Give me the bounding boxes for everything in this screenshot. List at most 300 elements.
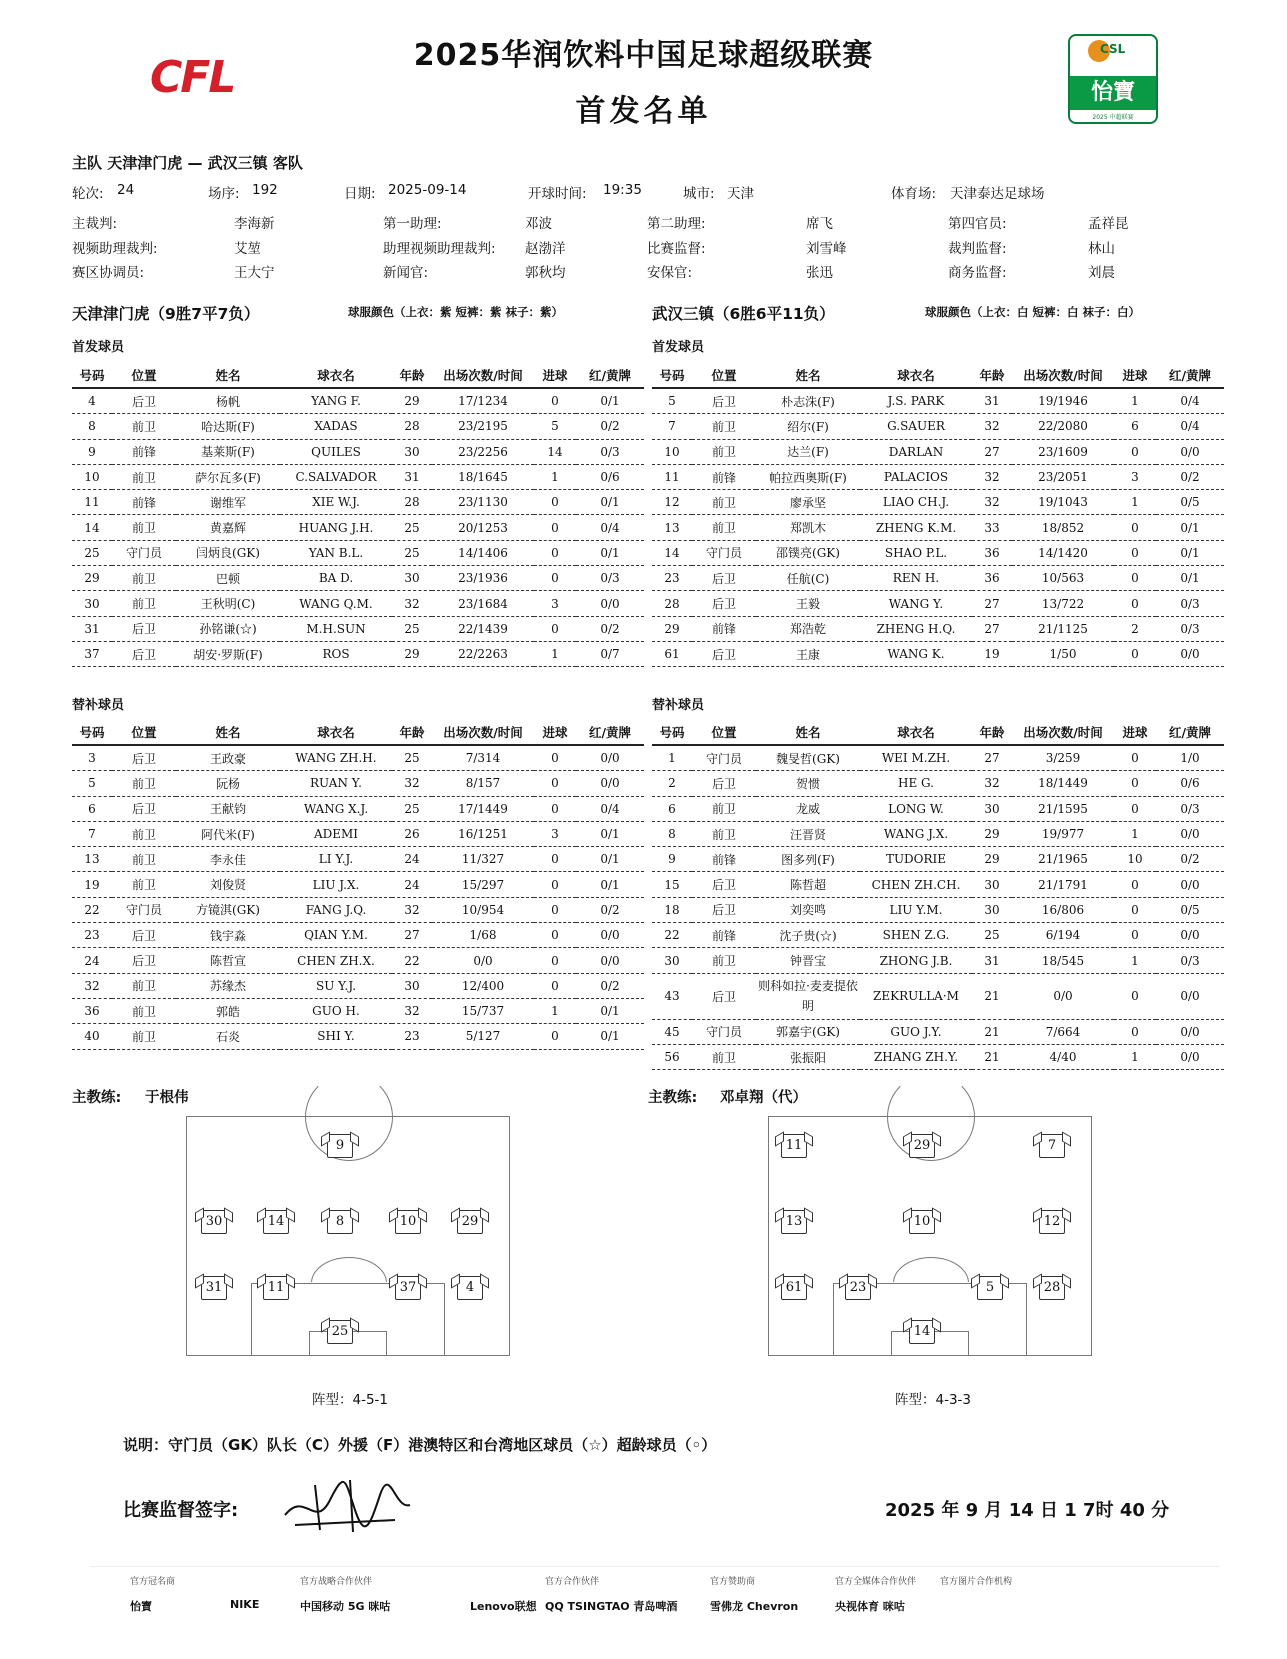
cell-goals: 1 (1114, 821, 1156, 846)
cell-age: 30 (392, 566, 432, 591)
table-row (72, 515, 644, 540)
cell-position: 后卫 (112, 745, 176, 771)
cell-name: 汪晋贤 (756, 821, 860, 846)
cell-shirt-name: LI Y.J. (280, 847, 392, 872)
cell-name: 哈达斯(F) (176, 414, 280, 439)
cell-position: 守门员 (692, 540, 756, 565)
table-row (652, 515, 1224, 540)
cell-age: 30 (392, 439, 432, 464)
away-coach-label: 主教练: (648, 1090, 698, 1106)
cell-cards: 0/0 (1156, 439, 1224, 464)
official-label: 安保官: (647, 265, 693, 281)
sponsor-caption: 官方冠名商 (130, 1577, 176, 1587)
official-name: 郭秋均 (525, 265, 566, 281)
cell-number: 29 (652, 616, 692, 641)
jersey-icon: 23 (845, 1276, 871, 1300)
column-header-shirt-name: 球衣名 (280, 720, 392, 745)
jersey-icon: 11 (263, 1276, 289, 1300)
cell-position: 前锋 (692, 464, 756, 489)
cell-number: 6 (72, 796, 112, 821)
official-name: 赵渤洋 (525, 241, 566, 257)
cell-position: 前卫 (112, 566, 176, 591)
cell-shirt-name: SHAO P.L. (860, 540, 972, 565)
cell-age: 25 (392, 616, 432, 641)
official-label: 第二助理: (647, 216, 706, 232)
column-header-number: 号码 (72, 720, 112, 745)
cell-name: 王康 (756, 641, 860, 666)
jersey-icon: 13 (781, 1210, 807, 1234)
cell-number: 22 (72, 897, 112, 922)
cell-position: 前卫 (692, 1044, 756, 1069)
cell-position: 前卫 (112, 847, 176, 872)
cell-position: 前卫 (112, 414, 176, 439)
cell-apps: 11/327 (432, 847, 534, 872)
cell-age: 27 (972, 745, 1012, 771)
cell-cards: 0/4 (576, 515, 644, 540)
cell-age: 31 (972, 948, 1012, 973)
cell-age: 29 (392, 388, 432, 414)
cell-position: 后卫 (112, 923, 176, 948)
sponsor-logo: 中国移动 5G 咪咕 (300, 1600, 391, 1613)
table-row (652, 1019, 1224, 1044)
cell-cards: 0/0 (576, 948, 644, 973)
cell-apps: 19/1946 (1012, 388, 1114, 414)
cell-apps: 14/1406 (432, 540, 534, 565)
cell-name: 刘奕鸣 (756, 897, 860, 922)
table-row (652, 464, 1224, 489)
cell-name: 贺惯 (756, 771, 860, 796)
cell-shirt-name: WANG J.X. (860, 821, 972, 846)
column-header-apps: 出场次数/时间 (432, 720, 534, 745)
cell-age: 32 (972, 490, 1012, 515)
cell-age: 27 (972, 591, 1012, 616)
official-name: 孟祥昆 (1088, 216, 1129, 232)
cell-goals: 0 (534, 771, 576, 796)
cell-shirt-name: ZHENG K.M. (860, 515, 972, 540)
kickoff-value: 19:35 (603, 182, 642, 198)
cell-name: 李永佳 (176, 847, 280, 872)
seq-label: 场序: (208, 186, 240, 202)
jersey-icon: 5 (977, 1276, 1003, 1300)
cell-number: 9 (72, 439, 112, 464)
jersey-icon: 29 (909, 1134, 935, 1158)
cell-position: 后卫 (112, 616, 176, 641)
cell-age: 32 (392, 998, 432, 1023)
column-header-shirt-name: 球衣名 (860, 720, 972, 745)
jersey-icon: 10 (395, 1210, 421, 1234)
cell-name: 基莱斯(F) (176, 439, 280, 464)
home-subs-table (72, 720, 644, 1050)
cell-age: 30 (972, 796, 1012, 821)
column-header-name: 姓名 (176, 363, 280, 388)
cell-age: 22 (392, 948, 432, 973)
cell-age: 21 (972, 1019, 1012, 1044)
away-subs-table (652, 720, 1224, 1070)
cell-shirt-name: WANG X.J. (280, 796, 392, 821)
cell-name: 郑浩乾 (756, 616, 860, 641)
cell-goals: 0 (1114, 872, 1156, 897)
table-row (72, 464, 644, 489)
official-label: 第一助理: (383, 216, 442, 232)
cell-apps: 23/2256 (432, 439, 534, 464)
cell-position: 守门员 (112, 540, 176, 565)
jersey-icon: 12 (1039, 1210, 1065, 1234)
cell-apps: 22/2080 (1012, 414, 1114, 439)
cell-number: 31 (72, 616, 112, 641)
cell-number: 61 (652, 641, 692, 666)
home-subs-label: 替补球员 (72, 698, 125, 713)
table-row (72, 616, 644, 641)
cell-age: 21 (972, 1044, 1012, 1069)
cell-shirt-name: GUO J.Y. (860, 1019, 972, 1044)
cell-shirt-name: CHEN ZH.X. (280, 948, 392, 973)
cell-number: 22 (652, 923, 692, 948)
cell-age: 27 (972, 616, 1012, 641)
cell-goals: 0 (534, 1024, 576, 1049)
cell-goals: 1 (534, 998, 576, 1023)
home-formation: 阵型：4-5-1 (312, 1392, 389, 1408)
jersey-icon: 25 (327, 1320, 353, 1344)
signature-label: 比赛监督签字: (123, 1500, 239, 1521)
cell-name: 钱宇淼 (176, 923, 280, 948)
column-header-apps: 出场次数/时间 (1012, 363, 1114, 388)
jersey-icon: 10 (909, 1210, 935, 1234)
cell-goals: 14 (534, 439, 576, 464)
cell-age: 36 (972, 540, 1012, 565)
cell-shirt-name: TUDORIE (860, 847, 972, 872)
table-row (72, 414, 644, 439)
cell-shirt-name: ZHENG H.Q. (860, 616, 972, 641)
cell-name: 阿代米(F) (176, 821, 280, 846)
cell-name: 陈哲超 (756, 872, 860, 897)
cell-number: 8 (652, 821, 692, 846)
cell-position: 前卫 (112, 1024, 176, 1049)
table-row (652, 973, 1224, 1019)
home-kit: 球服颜色（上衣：紫 短裤：紫 袜子：紫） (348, 305, 564, 319)
cell-number: 28 (652, 591, 692, 616)
cell-apps: 16/806 (1012, 897, 1114, 922)
official-name: 李海新 (234, 216, 275, 232)
official-label: 裁判监督: (948, 241, 1007, 257)
jersey-icon: 30 (201, 1210, 227, 1234)
cell-goals: 10 (1114, 847, 1156, 872)
cell-cards: 0/1 (1156, 515, 1224, 540)
table-row (652, 616, 1224, 641)
cell-shirt-name: GUO H. (280, 998, 392, 1023)
cell-name: 钟晋宝 (756, 948, 860, 973)
column-header-age: 年龄 (972, 363, 1012, 388)
cell-age: 27 (392, 923, 432, 948)
column-header-goals: 进球 (534, 720, 576, 745)
cell-age: 25 (392, 540, 432, 565)
cell-cards: 0/1 (576, 1024, 644, 1049)
seq-value: 192 (252, 182, 278, 198)
cell-position: 守门员 (112, 897, 176, 922)
cell-cards: 0/1 (576, 872, 644, 897)
cell-number: 30 (72, 591, 112, 616)
cell-position: 前卫 (112, 821, 176, 846)
cell-apps: 18/1645 (432, 464, 534, 489)
home-pitch-diagram (186, 1116, 510, 1356)
cell-shirt-name: WANG Y. (860, 591, 972, 616)
jersey-icon: 14 (909, 1320, 935, 1344)
cell-goals: 0 (1114, 641, 1156, 666)
cell-apps: 10/563 (1012, 566, 1114, 591)
official-label: 赛区协调员: (72, 265, 145, 281)
csl-logo (1068, 34, 1158, 124)
cell-position: 守门员 (692, 1019, 756, 1044)
cell-cards: 0/0 (576, 771, 644, 796)
column-header-age: 年龄 (392, 363, 432, 388)
cell-name: 杨帆 (176, 388, 280, 414)
cell-cards: 0/1 (576, 540, 644, 565)
cell-age: 29 (972, 821, 1012, 846)
cell-name: 沈子贵(☆) (756, 923, 860, 948)
cell-goals: 5 (534, 414, 576, 439)
cell-apps: 21/1791 (1012, 872, 1114, 897)
cell-cards: 0/1 (576, 821, 644, 846)
column-header-position: 位置 (692, 363, 756, 388)
cell-number: 18 (652, 897, 692, 922)
cell-name: 王政豪 (176, 745, 280, 771)
jersey-icon: 7 (1039, 1134, 1065, 1158)
column-header-cards: 红/黄牌 (1156, 363, 1224, 388)
cell-position: 前卫 (692, 439, 756, 464)
cell-apps: 16/1251 (432, 821, 534, 846)
home-team-name: 天津津门虎（9胜7平7负） (72, 305, 260, 323)
date-label: 日期: (344, 186, 376, 202)
cell-position: 前锋 (112, 490, 176, 515)
cell-shirt-name: YAN B.L. (280, 540, 392, 565)
cell-age: 30 (972, 897, 1012, 922)
cell-number: 14 (72, 515, 112, 540)
table-row (652, 388, 1224, 414)
cell-cards: 0/5 (1156, 897, 1224, 922)
cell-age: 23 (392, 1024, 432, 1049)
column-header-shirt-name: 球衣名 (860, 363, 972, 388)
signature-image (275, 1470, 415, 1540)
cell-position: 后卫 (112, 641, 176, 666)
cell-goals: 0 (1114, 566, 1156, 591)
cell-goals: 1 (1114, 1044, 1156, 1069)
table-row (652, 796, 1224, 821)
cell-cards: 1/0 (1156, 745, 1224, 771)
cell-number: 29 (72, 566, 112, 591)
cell-position: 前卫 (112, 973, 176, 998)
cell-age: 25 (972, 923, 1012, 948)
jersey-icon: 8 (327, 1210, 353, 1234)
official-name: 席飞 (806, 216, 833, 232)
cell-cards: 0/4 (1156, 388, 1224, 414)
cell-number: 2 (652, 771, 692, 796)
home-coach-label: 主教练: (72, 1090, 122, 1106)
sponsor-logo: 怡寶 (130, 1600, 152, 1613)
cell-shirt-name: XIE W.J. (280, 490, 392, 515)
away-subs-label: 替补球员 (652, 698, 705, 713)
cell-apps: 23/1609 (1012, 439, 1114, 464)
cell-age: 28 (392, 490, 432, 515)
cell-goals: 0 (534, 847, 576, 872)
cell-age: 32 (972, 771, 1012, 796)
cell-age: 36 (972, 566, 1012, 591)
cell-cards: 0/7 (576, 641, 644, 666)
cell-position: 守门员 (692, 745, 756, 771)
cell-goals: 0 (534, 897, 576, 922)
cell-shirt-name: ZEKRULLA·M (860, 973, 972, 1019)
cell-name: 王毅 (756, 591, 860, 616)
cell-name: 魏旻哲(GK) (756, 745, 860, 771)
city-value: 天津 (727, 186, 754, 202)
sponsor-caption: 官方战略合作伙伴 (300, 1577, 373, 1587)
cell-age: 21 (972, 973, 1012, 1019)
cell-goals: 0 (1114, 897, 1156, 922)
cell-number: 5 (652, 388, 692, 414)
cell-cards: 0/5 (1156, 490, 1224, 515)
table-row (72, 821, 644, 846)
cell-name: 石炎 (176, 1024, 280, 1049)
cell-number: 19 (72, 872, 112, 897)
official-label: 商务监督: (948, 265, 1007, 281)
cell-number: 9 (652, 847, 692, 872)
kickoff-label: 开球时间: (528, 186, 587, 202)
cell-name: 苏缘杰 (176, 973, 280, 998)
cell-position: 前卫 (112, 515, 176, 540)
cell-number: 23 (72, 923, 112, 948)
official-name: 刘晨 (1088, 265, 1115, 281)
sponsor-caption: 官方图片合作机构 (940, 1577, 1013, 1587)
cell-name: 邵镤亮(GK) (756, 540, 860, 565)
cell-apps: 1/50 (1012, 641, 1114, 666)
table-row (652, 923, 1224, 948)
cell-apps: 1/68 (432, 923, 534, 948)
cell-number: 7 (652, 414, 692, 439)
cell-apps: 7/314 (432, 745, 534, 771)
table-row (72, 439, 644, 464)
cell-age: 33 (972, 515, 1012, 540)
cell-apps: 18/545 (1012, 948, 1114, 973)
cell-cards: 0/0 (576, 745, 644, 771)
cell-position: 前锋 (112, 439, 176, 464)
table-row (72, 540, 644, 565)
signature-time: 2025 年 9 月 14 日 1 7时 40 分 (885, 1500, 1170, 1521)
cell-position: 后卫 (692, 566, 756, 591)
cell-apps: 3/259 (1012, 745, 1114, 771)
cell-goals: 0 (534, 490, 576, 515)
cell-shirt-name: SU Y.J. (280, 973, 392, 998)
cell-shirt-name: HE G. (860, 771, 972, 796)
cell-apps: 23/2051 (1012, 464, 1114, 489)
cell-apps: 18/1449 (1012, 771, 1114, 796)
cell-position: 后卫 (112, 388, 176, 414)
cell-number: 32 (72, 973, 112, 998)
cell-age: 31 (972, 388, 1012, 414)
cell-position: 前卫 (112, 771, 176, 796)
cell-shirt-name: REN H. (860, 566, 972, 591)
official-name: 张迅 (806, 265, 833, 281)
cell-apps: 0/0 (432, 948, 534, 973)
table-row (72, 998, 644, 1023)
cell-goals: 3 (534, 821, 576, 846)
cell-shirt-name: XADAS (280, 414, 392, 439)
cell-cards: 0/2 (576, 414, 644, 439)
away-team-name: 武汉三镇（6胜6平11负） (652, 305, 835, 323)
table-row (72, 847, 644, 872)
table-row (72, 948, 644, 973)
cell-goals: 0 (534, 616, 576, 641)
cell-name: 刘俊贤 (176, 872, 280, 897)
column-header-age: 年龄 (392, 720, 432, 745)
jersey-icon: 9 (327, 1134, 353, 1158)
cell-number: 30 (652, 948, 692, 973)
date-value: 2025-09-14 (388, 182, 467, 198)
cell-goals: 0 (1114, 796, 1156, 821)
cell-name: 王献钧 (176, 796, 280, 821)
stadium-value: 天津泰达足球场 (950, 186, 1045, 202)
table-row (652, 641, 1224, 666)
column-header-cards: 红/黄牌 (576, 363, 644, 388)
cell-shirt-name: ZHONG J.B. (860, 948, 972, 973)
cell-goals: 3 (1114, 464, 1156, 489)
cell-number: 1 (652, 745, 692, 771)
cell-position: 后卫 (112, 796, 176, 821)
cell-apps: 12/400 (432, 973, 534, 998)
cell-age: 32 (392, 897, 432, 922)
cell-apps: 0/0 (1012, 973, 1114, 1019)
cell-name: 萨尔瓦多(F) (176, 464, 280, 489)
cell-age: 24 (392, 872, 432, 897)
column-header-goals: 进球 (1114, 720, 1156, 745)
away-pitch-diagram (768, 1116, 1092, 1356)
cell-shirt-name: HUANG J.H. (280, 515, 392, 540)
cell-goals: 1 (1114, 388, 1156, 414)
cell-number: 15 (652, 872, 692, 897)
table-row (72, 591, 644, 616)
cell-number: 43 (652, 973, 692, 1019)
table-row (652, 490, 1224, 515)
page-title: 2025华润饮料中国足球超级联赛 (413, 38, 874, 73)
sponsor-caption: 官方赞助商 (710, 1577, 756, 1587)
cell-cards: 0/1 (576, 490, 644, 515)
cell-apps: 22/1439 (432, 616, 534, 641)
cell-position: 前卫 (112, 872, 176, 897)
cell-goals: 0 (534, 872, 576, 897)
csl-logo-bottom: 2025 中超联赛 (1092, 114, 1134, 121)
cell-cards: 0/1 (1156, 540, 1224, 565)
cell-apps: 20/1253 (432, 515, 534, 540)
cell-shirt-name: RUAN Y. (280, 771, 392, 796)
match-teams: 主队 天津津门虎 — 武汉三镇 客队 (72, 154, 303, 172)
cell-cards: 0/3 (1156, 948, 1224, 973)
cell-shirt-name: WANG Q.M. (280, 591, 392, 616)
cell-cards: 0/3 (576, 439, 644, 464)
column-header-number: 号码 (652, 720, 692, 745)
cell-position: 前卫 (112, 591, 176, 616)
cell-cards: 0/0 (1156, 923, 1224, 948)
cell-cards: 0/0 (1156, 1044, 1224, 1069)
stadium-label: 体育场: (891, 186, 937, 202)
cell-name: 陈哲宣 (176, 948, 280, 973)
column-header-shirt-name: 球衣名 (280, 363, 392, 388)
cell-cards: 0/2 (576, 973, 644, 998)
cell-goals: 0 (1114, 439, 1156, 464)
cell-age: 27 (972, 439, 1012, 464)
cell-number: 13 (72, 847, 112, 872)
cell-shirt-name: SHEN Z.G. (860, 923, 972, 948)
column-header-age: 年龄 (972, 720, 1012, 745)
column-header-apps: 出场次数/时间 (432, 363, 534, 388)
cell-goals: 0 (1114, 771, 1156, 796)
cell-shirt-name: ADEMI (280, 821, 392, 846)
